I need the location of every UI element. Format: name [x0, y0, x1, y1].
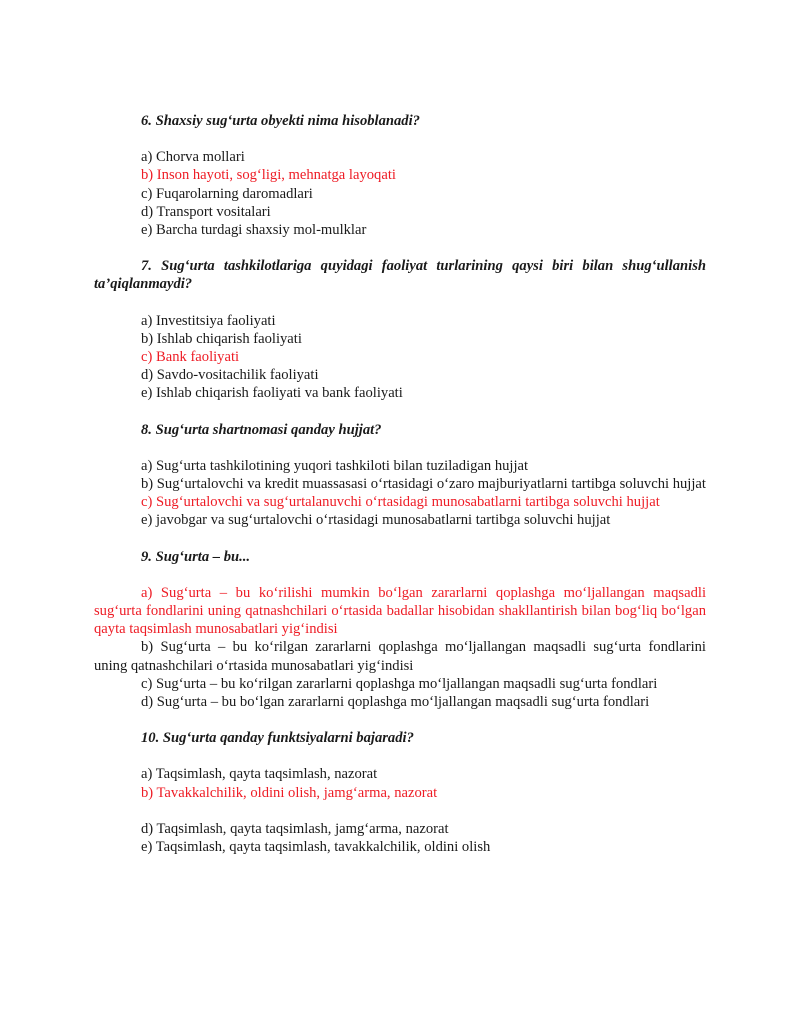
answer-option: c) Fuqarolarning daromadlari [141, 185, 313, 202]
answer-option-correct: c) Sug‘urtalovchi va sug‘urtalanuvchi o‘rtasidagi munosabatlarni tartibga soluvchi hujjat [141, 494, 660, 511]
answer-option: e) Taqsimlash, qayta taqsimlash, tavakkalchilik, oldini olish [141, 839, 491, 856]
answer-option-correct: a) Sug‘urta – bu ko‘rilishi mumkin bo‘lgan zararlarni qoplashga mo‘ljallangan maqsadli sug‘urta fondlarini uning qatnashchilari o‘rtasida badallar hisobidan shakllantirish bilan bog‘liq bo‘lgan qayta taqsimlash munosabatlari yig‘indisi [94, 584, 706, 638]
question-block [94, 112, 706, 239]
question-block [94, 548, 706, 712]
question-title: 6. Shaxsiy sug‘urta obyekti nima hisoblanadi? [141, 113, 420, 129]
answer-option: d) Savdo-vositachilik faoliyati [141, 367, 319, 384]
answer-option: a) Taqsimlash, qayta taqsimlash, nazorat [141, 766, 378, 783]
question-block [94, 421, 706, 530]
question-title: 8. Sug‘urta shartnomasi qanday hujjat? [141, 421, 382, 438]
answer-option: e) javobgar va sug‘urtalovchi o‘rtasidagi munosabatlarni tartibga soluvchi hujjat [141, 512, 611, 529]
answer-option: d) Sug‘urta – bu bo‘lgan zararlarni qoplashga mo‘ljallangan maqsadli sug‘urta fondlari [141, 694, 650, 711]
answer-option-correct: b) Tavakkalchilik, oldini olish, jamg‘arma, nazorat [141, 784, 438, 801]
answer-option: a) Sug‘urta tashkilotining yuqori tashkiloti bilan tuziladigan hujjat [141, 457, 529, 474]
question-block [94, 257, 706, 402]
answer-option-correct: c) Bank faoliyati [141, 349, 240, 366]
answer-option: b) Sug‘urta – bu ko‘rilgan zararlarni qoplashga mo‘ljallangan maqsadli sug‘urta fondlarini uning qatnashchilari o‘rtasida munosabatlari yig‘indisi [94, 639, 706, 674]
answer-option-empty [94, 802, 706, 820]
answer-option: c) Sug‘urta – bu ko‘rilgan zararlarni qoplashga mo‘ljallangan maqsadli sug‘urta fondlari [141, 675, 658, 692]
answer-option: b) Ishlab chiqarish faoliyati [141, 330, 302, 347]
answer-option: d) Transport vositalari [141, 203, 271, 220]
question-block [94, 729, 706, 856]
answer-option: e) Ishlab chiqarish faoliyati va bank faoliyati [141, 385, 403, 402]
question-title: 9. Sug‘urta – bu... [141, 548, 251, 565]
answer-option: b) Sug‘urtalovchi va kredit muassasasi o‘rtasidagi o‘zaro majburiyatlarni tartibga soluvchi hujjat [141, 476, 706, 493]
answer-option: a) Investitsiya faoliyati [141, 312, 276, 329]
answer-option: e) Barcha turdagi shaxsiy mol-mulklar [141, 222, 367, 239]
answer-option: d) Taqsimlash, qayta taqsimlash, jamg‘arma, nazorat [141, 820, 449, 837]
document-body [94, 112, 706, 856]
question-title: 7. Sug‘urta tashkilotlariga quyidagi faoliyat turlarining qaysi biri bilan shug‘ullanish ta’qiqlanmaydi? [94, 258, 706, 293]
question-title: 10. Sug‘urta qanday funktsiyalarni bajaradi? [141, 730, 414, 747]
answer-option-correct: b) Inson hayoti, sog‘ligi, mehnatga layoqati [141, 167, 396, 184]
answer-option: a) Chorva mollari [141, 149, 245, 166]
